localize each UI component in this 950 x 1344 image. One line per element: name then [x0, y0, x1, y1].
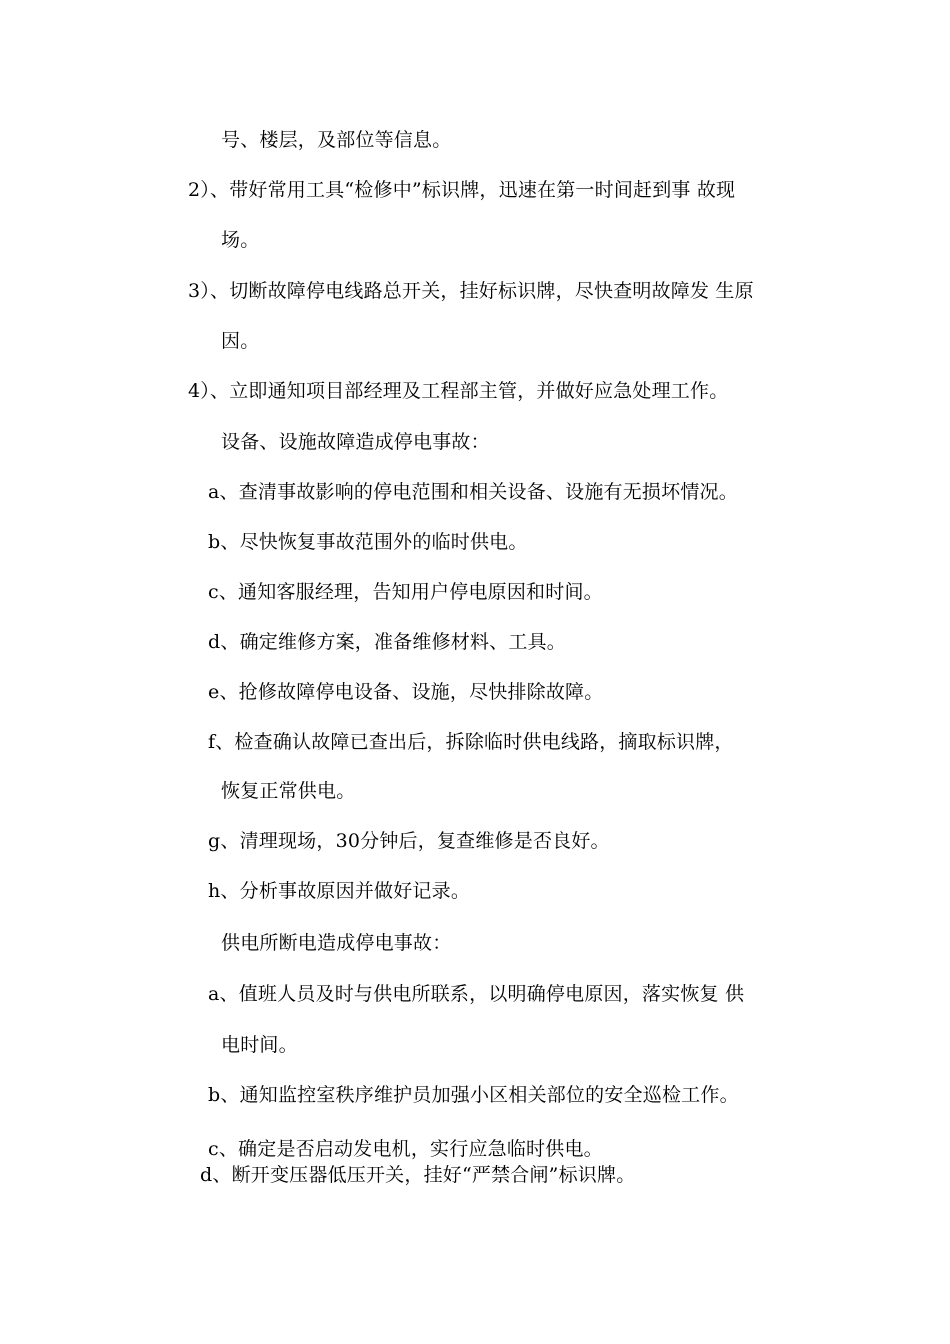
- text-line: 恢复正常供电。: [221, 780, 356, 802]
- list-item-c: c、确定是否启动发电机，实行应急临时供电。: [208, 1138, 603, 1160]
- text-line: 电时间。: [221, 1034, 298, 1056]
- section-heading: 供电所断电造成停电事故：: [221, 932, 452, 954]
- list-item-c: c、通知客服经理，告知用户停电原因和时间。: [208, 581, 603, 603]
- list-item-f: f、检查确认故障已查出后，拆除临时供电线路，摘取标识牌，: [208, 731, 734, 753]
- list-item-4: 4）、立即通知项目部经理及工程部主管，并做好应急处理工作。: [188, 380, 729, 402]
- text-line: 场。: [221, 229, 260, 251]
- list-item-a: a、值班人员及时与供电所联系，以明确停电原因，落实恢复 供: [208, 983, 745, 1005]
- text-line: 因。: [221, 330, 260, 352]
- list-item-g: g、清理现场，30分钟后，复查维修是否良好。: [208, 830, 610, 852]
- list-item-a: a、查清事故影响的停电范围和相关设备、设施有无损坏情况。: [208, 481, 738, 503]
- text-line: 号、楼层，及部位等信息。: [221, 129, 452, 151]
- list-item-b: b、通知监控室秩序维护员加强小区相关部位的安全巡检工作。: [208, 1084, 739, 1106]
- list-item-d: d、确定维修方案，准备维修材料、工具。: [208, 631, 566, 653]
- list-item-e: e、抢修故障停电设备、设施，尽快排除故障。: [208, 681, 604, 703]
- list-item-h: h、分析事故原因并做好记录。: [208, 880, 471, 902]
- list-item-3: 3）、切断故障停电线路总开关，挂好标识牌，尽快查明故障发 生原: [188, 280, 754, 302]
- list-item-d: d、断开变压器低压开关，挂好“严禁合闸”标识牌。: [200, 1164, 636, 1186]
- section-heading: 设备、设施故障造成停电事故：: [221, 431, 490, 453]
- list-item-b: b、尽快恢复事故范围外的临时供电。: [208, 531, 528, 553]
- list-item-2: 2）、带好常用工具“检修中”标识牌，迅速在第一时间赶到事 故现: [188, 179, 736, 201]
